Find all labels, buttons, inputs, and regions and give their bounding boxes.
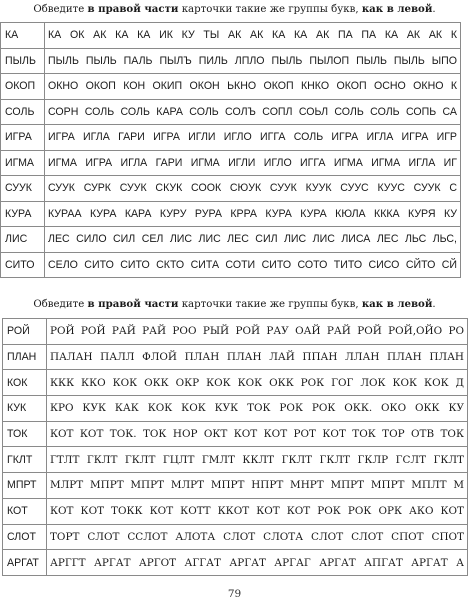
letter-card-table-2 bbox=[2, 318, 468, 576]
card-row bbox=[1, 48, 461, 74]
card-row bbox=[1, 74, 461, 100]
target-group: ТОК bbox=[3, 421, 47, 447]
letter-sequence[interactable]: ОКНО ОКОП КОН ОКИП ОКОН ЬКНО ОКОП КНКО ОКОП ОСНО ОКНО К bbox=[45, 74, 461, 100]
letter-sequence[interactable]: ИГРА ИГЛА ГАРИ ИГРА ИГЛИ ИГЛО ИГГА СОЛЬ ИГРА ИГЛА ИГРА ИГР bbox=[45, 125, 461, 151]
card-row bbox=[3, 370, 468, 396]
letter-sequence[interactable]: КОТ КОТ ТОКК КОТ КОТТ ККОТ КОТ КОТ РОК РОК ОРК АКО КОТ bbox=[47, 498, 468, 524]
letter-sequence[interactable]: АРГГТ АРГАТ АРГОТ АГГАТ АРГАТ АРГАГ АРГАТ АПГАТ АРГАТ А bbox=[47, 550, 468, 576]
target-group: КА bbox=[1, 23, 45, 49]
letter-sequence[interactable]: ЛЕС СИЛО СИЛ СЕЛ ЛИС ЛИС ЛЕС СИЛ ЛИС ЛИС ЛИСА ЛЕС ЛЬС ЛЬС, bbox=[45, 227, 461, 253]
letter-sequence[interactable]: ПЫЛЬ ПЫЛЬ ПАЛЬ ПЫЛЪ ПИЛЬ ЛПЛО ПЫЛЬ ПЫЛОП ПЫЛЬ ПЫЛЬ ЫПО bbox=[45, 48, 461, 74]
letter-sequence[interactable]: КРО КУК КАК КОК КОК КУК ТОК РОК РОК ОКК. ОКО ОКК КУ bbox=[47, 396, 468, 422]
target-group: ЛИС bbox=[1, 227, 45, 253]
target-group: ПЛАН bbox=[3, 344, 47, 370]
card-row bbox=[1, 252, 461, 278]
target-group: ОКОП bbox=[1, 74, 45, 100]
target-group: СЛОТ bbox=[3, 524, 47, 550]
letter-card-table-1 bbox=[0, 22, 461, 278]
letter-sequence[interactable]: СЕЛО СИТО СИТО СКТО СИТА СОТИ СИТО СОТО ТИТО СИСО СЙТО СЙ bbox=[45, 252, 461, 278]
card-row bbox=[3, 473, 468, 499]
target-group: КУРА bbox=[1, 201, 45, 227]
card-row bbox=[1, 227, 461, 253]
target-group: РОЙ bbox=[3, 319, 47, 345]
target-group: ПЫЛЬ bbox=[1, 48, 45, 74]
card-row bbox=[1, 150, 461, 176]
page-number: 79 bbox=[227, 588, 242, 600]
letter-sequence[interactable]: КОТ КОТ ТОК. ТОК НОР ОКТ КОТ КОТ РОТ КОТ ТОК ТОР ОТВ ТОК bbox=[47, 421, 468, 447]
card-row bbox=[3, 498, 468, 524]
card-row bbox=[3, 344, 468, 370]
card-row bbox=[3, 447, 468, 473]
card-row bbox=[3, 524, 468, 550]
target-group: ГКЛТ bbox=[3, 447, 47, 473]
letter-sequence[interactable]: РОЙ РОЙ РАЙ РАЙ РОО РЫЙ РОЙ РАУ ОАЙ РАЙ РОЙ РОЙ,ОЙО РО bbox=[47, 319, 468, 345]
card-row bbox=[1, 201, 461, 227]
instruction-2: Обведите в правой части карточки такие же группы букв, как в левой. bbox=[33, 298, 436, 310]
target-group: МПРТ bbox=[3, 473, 47, 499]
card-row bbox=[3, 421, 468, 447]
card-row bbox=[1, 176, 461, 202]
target-group: КУК bbox=[3, 396, 47, 422]
target-group: ИГРА bbox=[1, 125, 45, 151]
letter-sequence[interactable]: МЛРТ МПРТ МПРТ МЛРТ МПРТ НПРТ МНРТ МПРТ МПРТ МПЛТ М bbox=[47, 473, 468, 499]
letter-sequence[interactable]: СОРН СОЛЬ СОЛЬ КАРА СОЛЬ СОЛЪ СОПЛ СОЬЛ СОЛЬ СОЛЬ СОПЬ СА bbox=[45, 99, 461, 125]
letter-sequence[interactable]: ИГМА ИГРА ИГЛА ГАРИ ИГМА ИГЛИ ИГЛО ИГГА ИГМА ИГМА ИГЛА ИГ bbox=[45, 150, 461, 176]
letter-sequence[interactable]: ККК ККО КОК ОКК ОКР КОК КОК ОКК РОК ГОГ ЛОК КОК КОК Д bbox=[47, 370, 468, 396]
card-row bbox=[3, 319, 468, 345]
letter-sequence[interactable]: КА ОК АК КА КА ИК КУ ТЫ АК АК КА КА АК ПА ПА КА АК АК К bbox=[45, 23, 461, 49]
letter-sequence[interactable]: ГТЛТ ГКЛТ ГКЛТ ГЦЛТ ГМЛТ ККЛТ ГКЛТ ГКЛТ ГКЛР ГСЛТ ГКЛТ bbox=[47, 447, 468, 473]
letter-sequence[interactable]: КУРАА КУРА КАРА КУРУ РУРА КРРА КУРА КУРА КЮЛА КККА КУРЯ КУ bbox=[45, 201, 461, 227]
card-row bbox=[1, 23, 461, 49]
target-group: СУУК bbox=[1, 176, 45, 202]
target-group: КОТ bbox=[3, 498, 47, 524]
card-row bbox=[3, 396, 468, 422]
target-group: СИТО bbox=[1, 252, 45, 278]
target-group: КОК bbox=[3, 370, 47, 396]
instruction-1: Обведите в правой части карточки такие же группы букв, как в левой. bbox=[33, 3, 436, 15]
target-group: СОЛЬ bbox=[1, 99, 45, 125]
letter-sequence[interactable]: СУУК СУРК СУУК СКУК СООК СЮУК СУУК КУУК СУУС КУУС СУУК С bbox=[45, 176, 461, 202]
letter-sequence[interactable]: ТОРТ СЛОТ ССЛОТ АЛОТА СЛОТ СЛОТА СЛОТ СЛОТ СПОТ СПОТ bbox=[47, 524, 468, 550]
card-row bbox=[3, 550, 468, 576]
letter-sequence[interactable]: ПАЛАН ПАЛЛ ФЛОЙ ПЛАН ПЛАН ЛАЙ ППАН ЛЛАН ПЛАН ПЛАН bbox=[47, 344, 468, 370]
card-row bbox=[1, 125, 461, 151]
target-group: ИГМА bbox=[1, 150, 45, 176]
card-row bbox=[1, 99, 461, 125]
target-group: АРГАТ bbox=[3, 550, 47, 576]
